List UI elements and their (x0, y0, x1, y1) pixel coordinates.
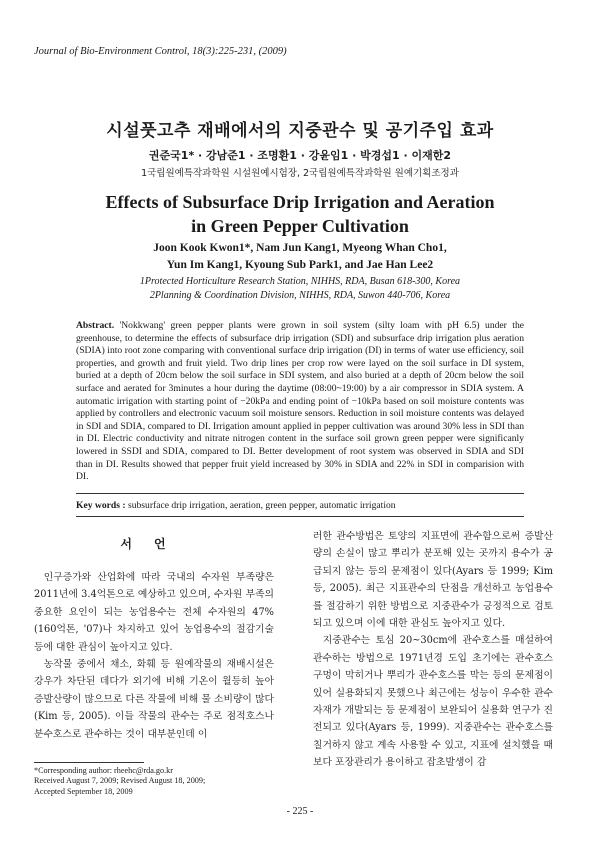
footnote (34, 766, 284, 797)
english-authors-line1: Joon Kook Kwon1*, Nam Jun Kang1, Myeong Whan Cho1, (153, 242, 447, 254)
english-authors-line2: Yun Im Kang1, Kyoung Sub Park1, and Jae Han Lee2 (166, 259, 434, 271)
footnote-divider (34, 762, 144, 763)
abstract-divider (76, 493, 524, 494)
english-affiliation (0, 275, 600, 303)
keywords (76, 500, 524, 511)
english-title-line1: Effects of Subsurface Drip Irrigation and Aeration (105, 192, 495, 212)
abstract-label: Abstract. (76, 320, 115, 331)
keywords-divider (76, 516, 524, 517)
korean-affiliation: 1국립원예특작과학원 시설원예시험장, 2국립원예특작과학원 원예기획조정과 (141, 168, 459, 179)
keywords-text: subsurface drip irrigation, aeration, green pepper, automatic irrigation (127, 500, 396, 511)
right-paragraph-1: 러한 관수방법은 토양의 지표면에 관수함으로써 증발산량의 손실이 많고 뿌리가 분포해 있는 곳까지 용수가 공급되지 않는 등의 문제점이 있다(Ayars 등 1999; Kim 등, 2005). 최근 지표관수의 단점을 개선하고 농업용수를 절감하기 위한 방법으로 지중관수가 긍정적으로 검토되고 있으며 이에 대한 관심도 높아지고 있다. (313, 531, 553, 630)
footnote-received: Received August 7, 2009; Revised August 18, 2009; (34, 776, 206, 786)
english-affiliation-line2: 2Planning & Coordination Division, NIHHS, RDA, Suwon 440-706, Korea (149, 290, 451, 301)
keywords-label: Key words : (76, 500, 126, 511)
left-paragraph-2: 농작물 중에서 채소, 화훼 등 원예작물의 재배시설은 강우가 차단된 데다가 외기에 비해 기온이 월등히 높아 증발산량이 많으므로 다른 작물에 비해 물 소비량이 많다(Kim 등, 2005). 이들 작물의 관수는 주로 점적호스나 분수호스로 관수하는 것이 대부분인데 이 (34, 659, 274, 740)
footnote-accepted: Accepted September 18, 2009 (34, 786, 133, 796)
section-heading-introduction: 서언 (120, 537, 188, 551)
left-column (34, 569, 274, 743)
right-paragraph-2: 지중관수는 토심 20~30cm에 관수호스를 매설하여 관수하는 방법으로 1971년경 도입 초기에는 관수호스 구멍이 막히거나 뿌리가 관수호스를 막는 등의 문제점이 있어 실용화되지 못했으나 최근에는 성능이 우수한 관수자재가 개발되는 등 문제점이 보완되어 실용화 연구가 진전되고 있다(Ayars 등, 1999). 지중관수는 관수호스를 칠거하지 않고 계속 사용할 수 있고, 지표에 설치했을 때보다 포장관리가 용이하고 잡초발생이 감 (313, 635, 553, 769)
left-paragraph-1: 인구증가와 산업화에 따라 국내의 수자원 부족량은 2011년에 3.4억톤으로 예상하고 있으며, 수자원 부족의 중요한 요인이 되는 농업용수는 전체 수자원의 47%(160억톤, '07)나 차지하고 있어 농업용수의 절감기술 등에 대한 관심이 높아지고 있다. (34, 572, 274, 653)
english-affiliation-line1: 1Protected Horticulture Research Station, NIHHS, RDA, Busan 618-300, Korea (139, 276, 461, 287)
journal-header: Journal of Bio-Environment Control, 18(3):225-231, (2009) (34, 46, 287, 57)
footnote-corresponding-author: *Corresponding author: rheehc@rda.go.kr (34, 766, 173, 775)
korean-authors: 권준국1* · 강남준1 · 조명환1 · 강윤임1 · 박경섭1 · 이재한2 (148, 149, 452, 162)
page-number: - 225 - (286, 806, 314, 817)
korean-title: 시설풋고추 재배에서의 지중관수 및 공기주입 효과 (106, 121, 494, 141)
english-authors (0, 240, 600, 274)
abstract (76, 320, 524, 484)
english-title (0, 190, 600, 238)
abstract-text: 'Nokkwang' green pepper plants were grown in soil system (silty loam with pH 6.5) under the greenhouse, to determine the effects of subsurface drip irrigation (SDI) and subsurface drip irrigation plus aeration (SDIA) into root zone comparing with conventional surface drip irrigation (DI) in terms of water use efficiency, soil properties, and growth and fruit yield. Two drip lines per crop row were layed on the soil surface in DI system, buried at a depth of 20cm below the soil surface in SDI system, and also buried at a depth of 20cm below the soil surface and aerated for 3minutes a hour during the daytime (08:00~19:00) by a air compressor in SDIA system. A automatic irrigation with starting point of −20kPa and ending point of −10kPa based on soil moisture contents was applied by controllers and electronic vacuum soil moisture sensors. Reduction in soil moisture contents was delayed in SDI and SDIA, compared to DI. Irrigation amount applied in pepper cultivation was around 30% less in SDI than in DI. Electric conductivity and nitrate nitrogen content in the surface soil grown green pepper were significanly lowered in SSDI and SDIA, compared to DI. Better development of root system was observed in SDIA and SDI than in DI. Results showed that pepper fruit yield increased by 30% in SDIA and 22% in SDI in comparision with DI. (76, 320, 524, 483)
english-title-line2: in Green Pepper Cultivation (191, 216, 409, 236)
right-column (313, 528, 553, 772)
